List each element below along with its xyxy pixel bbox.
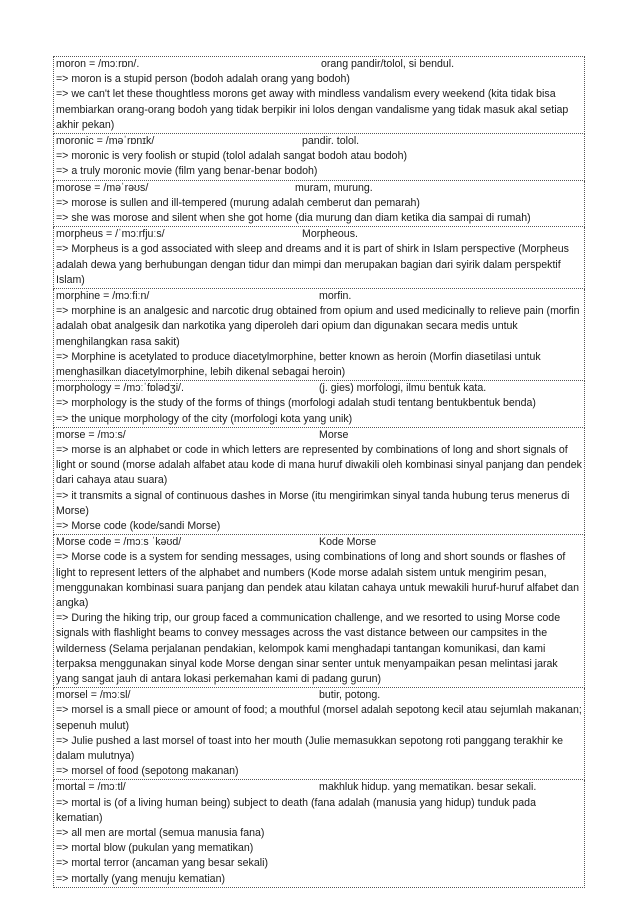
example-line: => moronic is very foolish or stupid (tolol adalah sangat bodoh atau bodoh): [56, 150, 407, 163]
example-line: => Julie pushed a last morsel of toast into her mouth (Julie memasukkan sepotong roti panggang terakhir ke dalam mulutnya): [56, 734, 564, 762]
example-line: => a truly moronic movie (film yang benar-benar bodoh): [56, 165, 318, 178]
example-line: => mortal is (of a living human being) subject to death (fana adalah (manusia yang hidup) tunduk pada kematian): [56, 796, 536, 824]
entry-morse: [53, 428, 585, 535]
entry-head: [56, 780, 582, 795]
example-line: => morose is sullen and ill-tempered (murung adalah cemberut dan pemarah): [56, 196, 420, 209]
example-line: => all men are mortal (semua manusia fana): [56, 827, 265, 839]
example-line: => morphine is an analgesic and narcotic drug obtained from opium and used medicinally to relieve pain (morfin adalah obat analgesik dan narkotika yang diperoleh dari opium dan digunakan secara medis untuk menghilangkan rasa sakit): [56, 305, 580, 348]
meaning: orang pandir/tolol, si bendul.: [321, 58, 455, 70]
headword: morose = /məˈrəʊs/: [56, 181, 149, 194]
entry-morsel: [53, 688, 585, 780]
example-line: => Morphine is acetylated to produce diacetylmorphine, better known as heroin (Morfin diasetilasi untuk menghasilkan diacetylmorphine, lebih dikenal sebagai heroin): [56, 350, 541, 378]
entry-moron: [53, 56, 585, 134]
entry-morphine: [53, 289, 585, 381]
example-line: => mortal blow (pukulan yang mematikan): [56, 842, 254, 855]
example-line: => we can't let these thoughtless morons get away with mindless vandalism every weekend (kita tidak bisa membiarkan orang-orang bodoh yang tidak berpikir ini lolos dengan vandalisme yang tidak masuk akal setiap akhir pekan): [56, 88, 569, 131]
meaning: morfin.: [319, 289, 352, 302]
entry-head: [56, 289, 582, 304]
meaning: butir, potong.: [319, 689, 381, 702]
headword: Morse code = /mɔːs ˈkəʊd/: [56, 536, 182, 549]
meaning: Morpheous.: [302, 228, 358, 241]
entry-morse-code: [53, 535, 585, 688]
meaning: pandir. tolol.: [302, 135, 360, 147]
entry-head: [56, 134, 582, 149]
entry-head: [56, 535, 582, 550]
headword: morse = /mɔːs/: [56, 428, 126, 441]
entry-head: [56, 381, 582, 396]
example-line: => morsel is a small piece or amount of food; a mouthful (morsel adalah sepotong kecil atau sejumlah makanan; sepenuh mulut): [56, 704, 582, 732]
entry-mortal: [53, 780, 585, 887]
entry-head: [56, 428, 582, 443]
entry-morpheus: [53, 227, 585, 289]
entry-moronic: [53, 134, 585, 181]
headword: morpheus = /ˈmɔːrfjuːs/: [56, 228, 165, 241]
headword: moron = /mɔːrɒn/.: [56, 58, 140, 70]
headword: moronic = /məˈrɒnɪk/: [56, 135, 155, 147]
example-line: => During the hiking trip, our group faced a communication challenge, and we resorted to using Morse code signals with flashlight beams to convey messages across the vast distance between our campsites in the wilderness (Selama perjalanan pendakian, kelompok kami menghadapi tantangan komunikasi, dan kami terpaksa menggunakan sinyal kode Morse dengan sinar senter untuk menyampaikan pesan melintasi jarak yang sangat jauh di antara lokasi perkemahan kami di padang gurun): [56, 612, 561, 685]
headword: morsel = /mɔːsl/: [56, 689, 131, 702]
example-line: => Morpheus is a god associated with sleep and dreams and it is part of shirk in Islam perspective (Morpheus adalah dewa yang berhubungan dengan tidur dan mimpi dan merupakan bagian dari syirik dalam perspektif Islam): [56, 243, 569, 286]
example-line: => mortally (yang menuju kematian): [56, 872, 225, 885]
dictionary-page: [53, 56, 585, 888]
example-line: => morse is an alphabet or code in which letters are represented by combinations of long and short signals of light or sound (morse adalah alfabet atau kode di mana huruf diwakili oleh kombinasi sinyal panjang dan pendek dari cahaya atau suara): [56, 443, 582, 487]
example-line: => mortal terror (ancaman yang besar sekali): [56, 857, 268, 870]
headword: morphology = /mɔːˈfɒlədʒi/.: [56, 382, 184, 395]
example-line: => Morse code (kode/sandi Morse): [56, 519, 221, 532]
example-line: => she was morose and silent when she got home (dia murung dan diam ketika dia sampai di rumah): [56, 211, 531, 224]
entry-morose: [53, 181, 585, 228]
headword: mortal = /mɔːtl/: [56, 781, 126, 794]
meaning: makhluk hidup. yang mematikan. besar sekali.: [319, 781, 537, 794]
entry-head: [56, 57, 582, 72]
entry-morphology: [53, 381, 585, 428]
example-line: => morsel of food (sepotong makanan): [56, 765, 239, 778]
example-line: => it transmits a signal of continuous dashes in Morse (itu mengirimkan sinyal tanda hubung terus menerus di Morse): [56, 489, 570, 517]
example-line: => morphology is the study of the forms of things (morfologi adalah studi tentang bentukbentuk benda): [56, 397, 536, 410]
meaning: Kode Morse: [319, 536, 377, 549]
entry-head: [56, 688, 582, 703]
example-line: => moron is a stupid person (bodoh adalah orang yang bodoh): [56, 73, 350, 86]
entry-head: [56, 181, 582, 196]
example-line: => the unique morphology of the city (morfologi kota yang unik): [56, 412, 353, 425]
meaning: Morse: [319, 428, 349, 441]
entry-head: [56, 227, 582, 242]
example-line: => Morse code is a system for sending messages, using combinations of long and short sounds or flashes of light to represent letters of the alphabet and numbers (Kode morse adalah sistem untuk mengirim pesan, menggunakan kombinasi suara panjang dan pendek atau kilatan cahaya untuk mewakili huruf-huruf alfabet dan angka): [56, 551, 579, 609]
meaning: (j. gies) morfologi, ilmu bentuk kata.: [319, 382, 487, 395]
meaning: muram, murung.: [295, 181, 373, 194]
headword: morphine = /mɔːfiːn/: [56, 289, 150, 302]
